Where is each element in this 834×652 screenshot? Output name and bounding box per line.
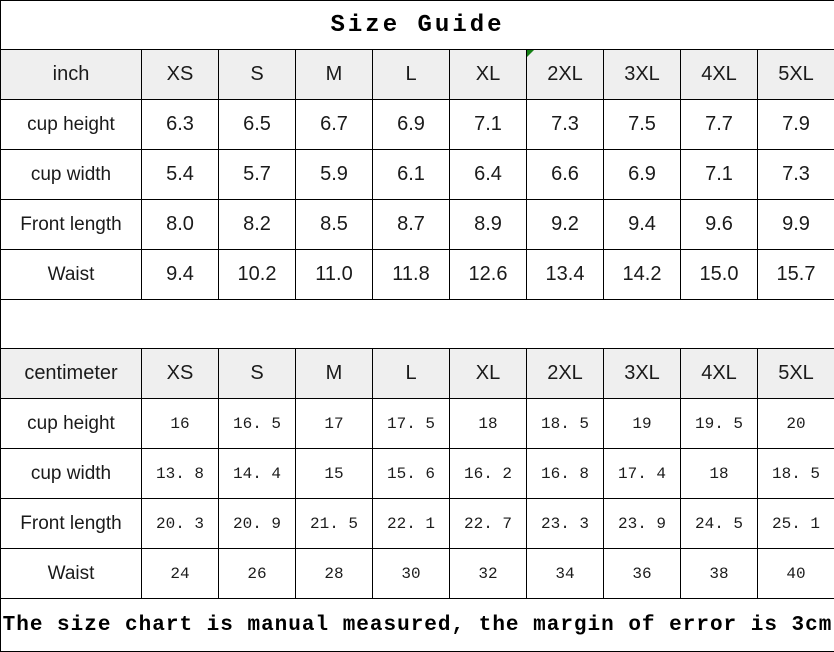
size-col-header: XS bbox=[142, 50, 219, 100]
cell-value: 12.6 bbox=[450, 250, 527, 300]
cell-value: 32 bbox=[450, 549, 527, 599]
cell-value: 20 bbox=[758, 399, 834, 449]
cell-value: 8.2 bbox=[219, 200, 296, 250]
table-row-inch-front-length bbox=[1, 200, 834, 250]
cell-value: 17. 4 bbox=[604, 449, 681, 499]
cell-value: 40 bbox=[758, 549, 834, 599]
table-row-cm-cup-height bbox=[1, 399, 834, 449]
footer-row bbox=[1, 599, 834, 652]
cell-value: 7.1 bbox=[450, 100, 527, 150]
cell-value: 22. 1 bbox=[373, 499, 450, 549]
cell-error-marker-icon bbox=[527, 50, 534, 57]
cell-value: 17 bbox=[296, 399, 373, 449]
cell-value: 10.2 bbox=[219, 250, 296, 300]
cell-value: 15.0 bbox=[681, 250, 758, 300]
cell-value: 20. 3 bbox=[142, 499, 219, 549]
cell-value: 7.7 bbox=[681, 100, 758, 150]
size-col-header: XS bbox=[142, 349, 219, 399]
cell-value: 16. 5 bbox=[219, 399, 296, 449]
cell-value: 24. 5 bbox=[681, 499, 758, 549]
row-label: cup width bbox=[1, 449, 142, 499]
cell-value: 11.0 bbox=[296, 250, 373, 300]
cell-value: 38 bbox=[681, 549, 758, 599]
cell-value: 13. 8 bbox=[142, 449, 219, 499]
size-col-header: 3XL bbox=[604, 50, 681, 100]
table-row-cm-front-length bbox=[1, 499, 834, 549]
cell-value: 23. 9 bbox=[604, 499, 681, 549]
cell-value: 18 bbox=[450, 399, 527, 449]
cell-value: 24 bbox=[142, 549, 219, 599]
cell-value: 7.3 bbox=[758, 150, 834, 200]
cell-value: 9.2 bbox=[527, 200, 604, 250]
cell-value: 28 bbox=[296, 549, 373, 599]
row-label: Waist bbox=[1, 250, 142, 300]
measurement-disclaimer: The size chart is manual measured, the margin of error is 3cm bbox=[1, 599, 834, 652]
row-label: Waist bbox=[1, 549, 142, 599]
cell-value: 19 bbox=[604, 399, 681, 449]
cell-value: 6.9 bbox=[373, 100, 450, 150]
size-col-header: L bbox=[373, 50, 450, 100]
cell-value: 26 bbox=[219, 549, 296, 599]
cm-unit-label: centimeter bbox=[1, 349, 142, 399]
cell-value: 6.6 bbox=[527, 150, 604, 200]
cell-value: 22. 7 bbox=[450, 499, 527, 549]
cell-value: 9.4 bbox=[142, 250, 219, 300]
size-col-header: XL bbox=[450, 349, 527, 399]
cell-value: 6.3 bbox=[142, 100, 219, 150]
cell-value: 23. 3 bbox=[527, 499, 604, 549]
cell-value: 34 bbox=[527, 549, 604, 599]
cell-value: 17. 5 bbox=[373, 399, 450, 449]
cell-value: 16. 2 bbox=[450, 449, 527, 499]
size-col-header: 5XL bbox=[758, 349, 834, 399]
cell-value: 5.4 bbox=[142, 150, 219, 200]
row-label: Front length bbox=[1, 499, 142, 549]
table-row-inch-cup-height bbox=[1, 100, 834, 150]
size-col-header: L bbox=[373, 349, 450, 399]
inch-unit-label: inch bbox=[1, 50, 142, 100]
size-col-header-label: 2XL bbox=[547, 63, 583, 85]
cell-value: 30 bbox=[373, 549, 450, 599]
size-col-header bbox=[527, 50, 604, 100]
cell-value: 9.4 bbox=[604, 200, 681, 250]
cell-value: 7.5 bbox=[604, 100, 681, 150]
cell-value: 18 bbox=[681, 449, 758, 499]
cell-value: 5.7 bbox=[219, 150, 296, 200]
size-col-header: 2XL bbox=[527, 349, 604, 399]
cell-value: 36 bbox=[604, 549, 681, 599]
cell-value: 14. 4 bbox=[219, 449, 296, 499]
cell-value: 11.8 bbox=[373, 250, 450, 300]
cell-value: 9.9 bbox=[758, 200, 834, 250]
size-col-header: M bbox=[296, 349, 373, 399]
cell-value: 16. 8 bbox=[527, 449, 604, 499]
row-label: cup height bbox=[1, 100, 142, 150]
size-col-header: 5XL bbox=[758, 50, 834, 100]
cell-value: 15 bbox=[296, 449, 373, 499]
title-row bbox=[1, 1, 834, 50]
cell-value: 8.9 bbox=[450, 200, 527, 250]
cell-value: 15.7 bbox=[758, 250, 834, 300]
table-row-cm-cup-width bbox=[1, 449, 834, 499]
cell-value: 21. 5 bbox=[296, 499, 373, 549]
cell-value: 18. 5 bbox=[758, 449, 834, 499]
cell-value: 14.2 bbox=[604, 250, 681, 300]
cell-value: 6.7 bbox=[296, 100, 373, 150]
row-label: cup width bbox=[1, 150, 142, 200]
cell-value: 5.9 bbox=[296, 150, 373, 200]
table-row-cm-waist bbox=[1, 549, 834, 599]
cell-value: 8.5 bbox=[296, 200, 373, 250]
cell-value: 19. 5 bbox=[681, 399, 758, 449]
inch-header-row bbox=[1, 50, 834, 100]
cell-value: 6.9 bbox=[604, 150, 681, 200]
cell-value: 6.5 bbox=[219, 100, 296, 150]
spacer-cell bbox=[1, 300, 834, 349]
spacer-row bbox=[1, 300, 834, 349]
size-col-header: S bbox=[219, 50, 296, 100]
row-label: Front length bbox=[1, 200, 142, 250]
size-col-header: 4XL bbox=[681, 50, 758, 100]
size-col-header: M bbox=[296, 50, 373, 100]
cell-value: 7.3 bbox=[527, 100, 604, 150]
cell-value: 9.6 bbox=[681, 200, 758, 250]
page-title: Size Guide bbox=[1, 1, 834, 50]
size-col-header: 4XL bbox=[681, 349, 758, 399]
cell-value: 25. 1 bbox=[758, 499, 834, 549]
cell-value: 8.7 bbox=[373, 200, 450, 250]
size-col-header: XL bbox=[450, 50, 527, 100]
cell-value: 20. 9 bbox=[219, 499, 296, 549]
cell-value: 16 bbox=[142, 399, 219, 449]
table-row-inch-cup-width bbox=[1, 150, 834, 200]
cell-value: 6.1 bbox=[373, 150, 450, 200]
cm-header-row bbox=[1, 349, 834, 399]
cell-value: 18. 5 bbox=[527, 399, 604, 449]
cell-value: 13.4 bbox=[527, 250, 604, 300]
cell-value: 6.4 bbox=[450, 150, 527, 200]
size-col-header: S bbox=[219, 349, 296, 399]
cell-value: 7.1 bbox=[681, 150, 758, 200]
cell-value: 7.9 bbox=[758, 100, 834, 150]
cell-value: 8.0 bbox=[142, 200, 219, 250]
size-col-header: 3XL bbox=[604, 349, 681, 399]
table-row-inch-waist bbox=[1, 250, 834, 300]
cell-value: 15. 6 bbox=[373, 449, 450, 499]
row-label: cup height bbox=[1, 399, 142, 449]
